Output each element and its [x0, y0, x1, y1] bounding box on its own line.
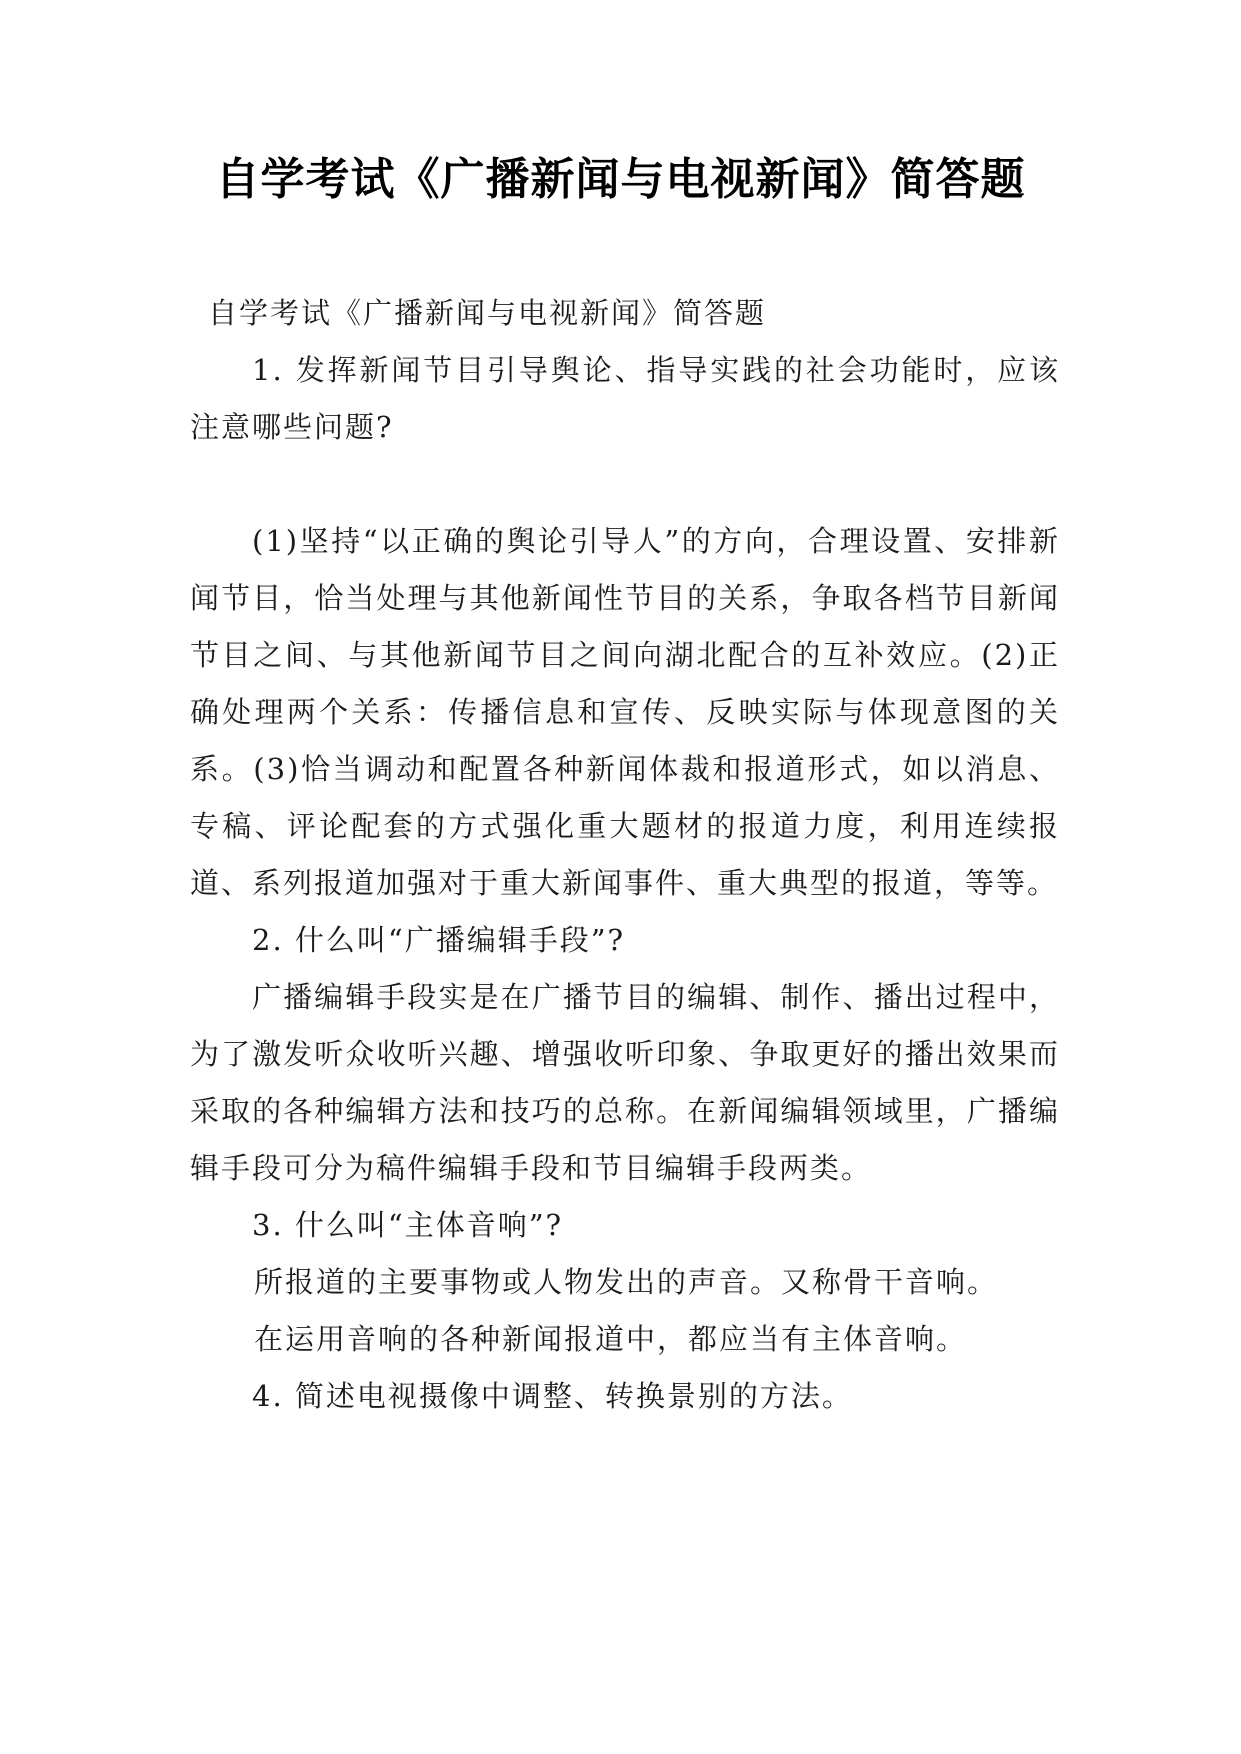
answer-3-line-1: 所报道的主要事物或人物发出的声音。又称骨干音响。 [254, 1265, 999, 1299]
question-3: 3. 什么叫“主体音响”? [252, 1208, 564, 1242]
question-1: 1. 发挥新闻节目引导舆论、指导实践的社会功能时，应该注意哪些问题? [190, 353, 1060, 444]
answer-1: (1)坚持“以正确的舆论引导人”的方向，合理设置、安排新闻节目，恰当处理与其他新闻性节目的关系，争取各档节目新闻节目之间、与其他新闻节目之间向湖北配合的互补效应。(2)正确处理两个关系：传播信息和宣传、反映实际与体现意图的关系。(3)恰当调动和配置各种新闻体裁和报道形式，如以消息、专稿、评论配套的方式强化重大题材的报道力度，利用连续报道、系列报道加强对于重大新闻事件、重大典型的报道，等等。 [190, 524, 1060, 900]
answer-2: 广播编辑手段实是在广播节目的编辑、制作、播出过程中，为了激发听众收听兴趣、增强收听印象、争取更好的播出效果而采取的各种编辑方法和技巧的总称。在新闻编辑领域里，广播编辑手段可分为稿件编辑手段和节目编辑手段两类。 [190, 980, 1060, 1185]
document-title: 自学考试《广播新闻与电视新闻》简答题 [215, 154, 1026, 205]
answer-3-line-2: 在运用音响的各种新闻报道中，都应当有主体音响。 [254, 1322, 968, 1356]
question-4: 4. 简述电视摄像中调整、转换景别的方法。 [252, 1379, 853, 1413]
document-body [190, 285, 1060, 1425]
document-subtitle: 自学考试《广播新闻与电视新闻》简答题 [208, 296, 767, 330]
paragraph-gap [190, 456, 1060, 513]
question-2: 2. 什么叫“广播编辑手段”? [252, 923, 626, 957]
